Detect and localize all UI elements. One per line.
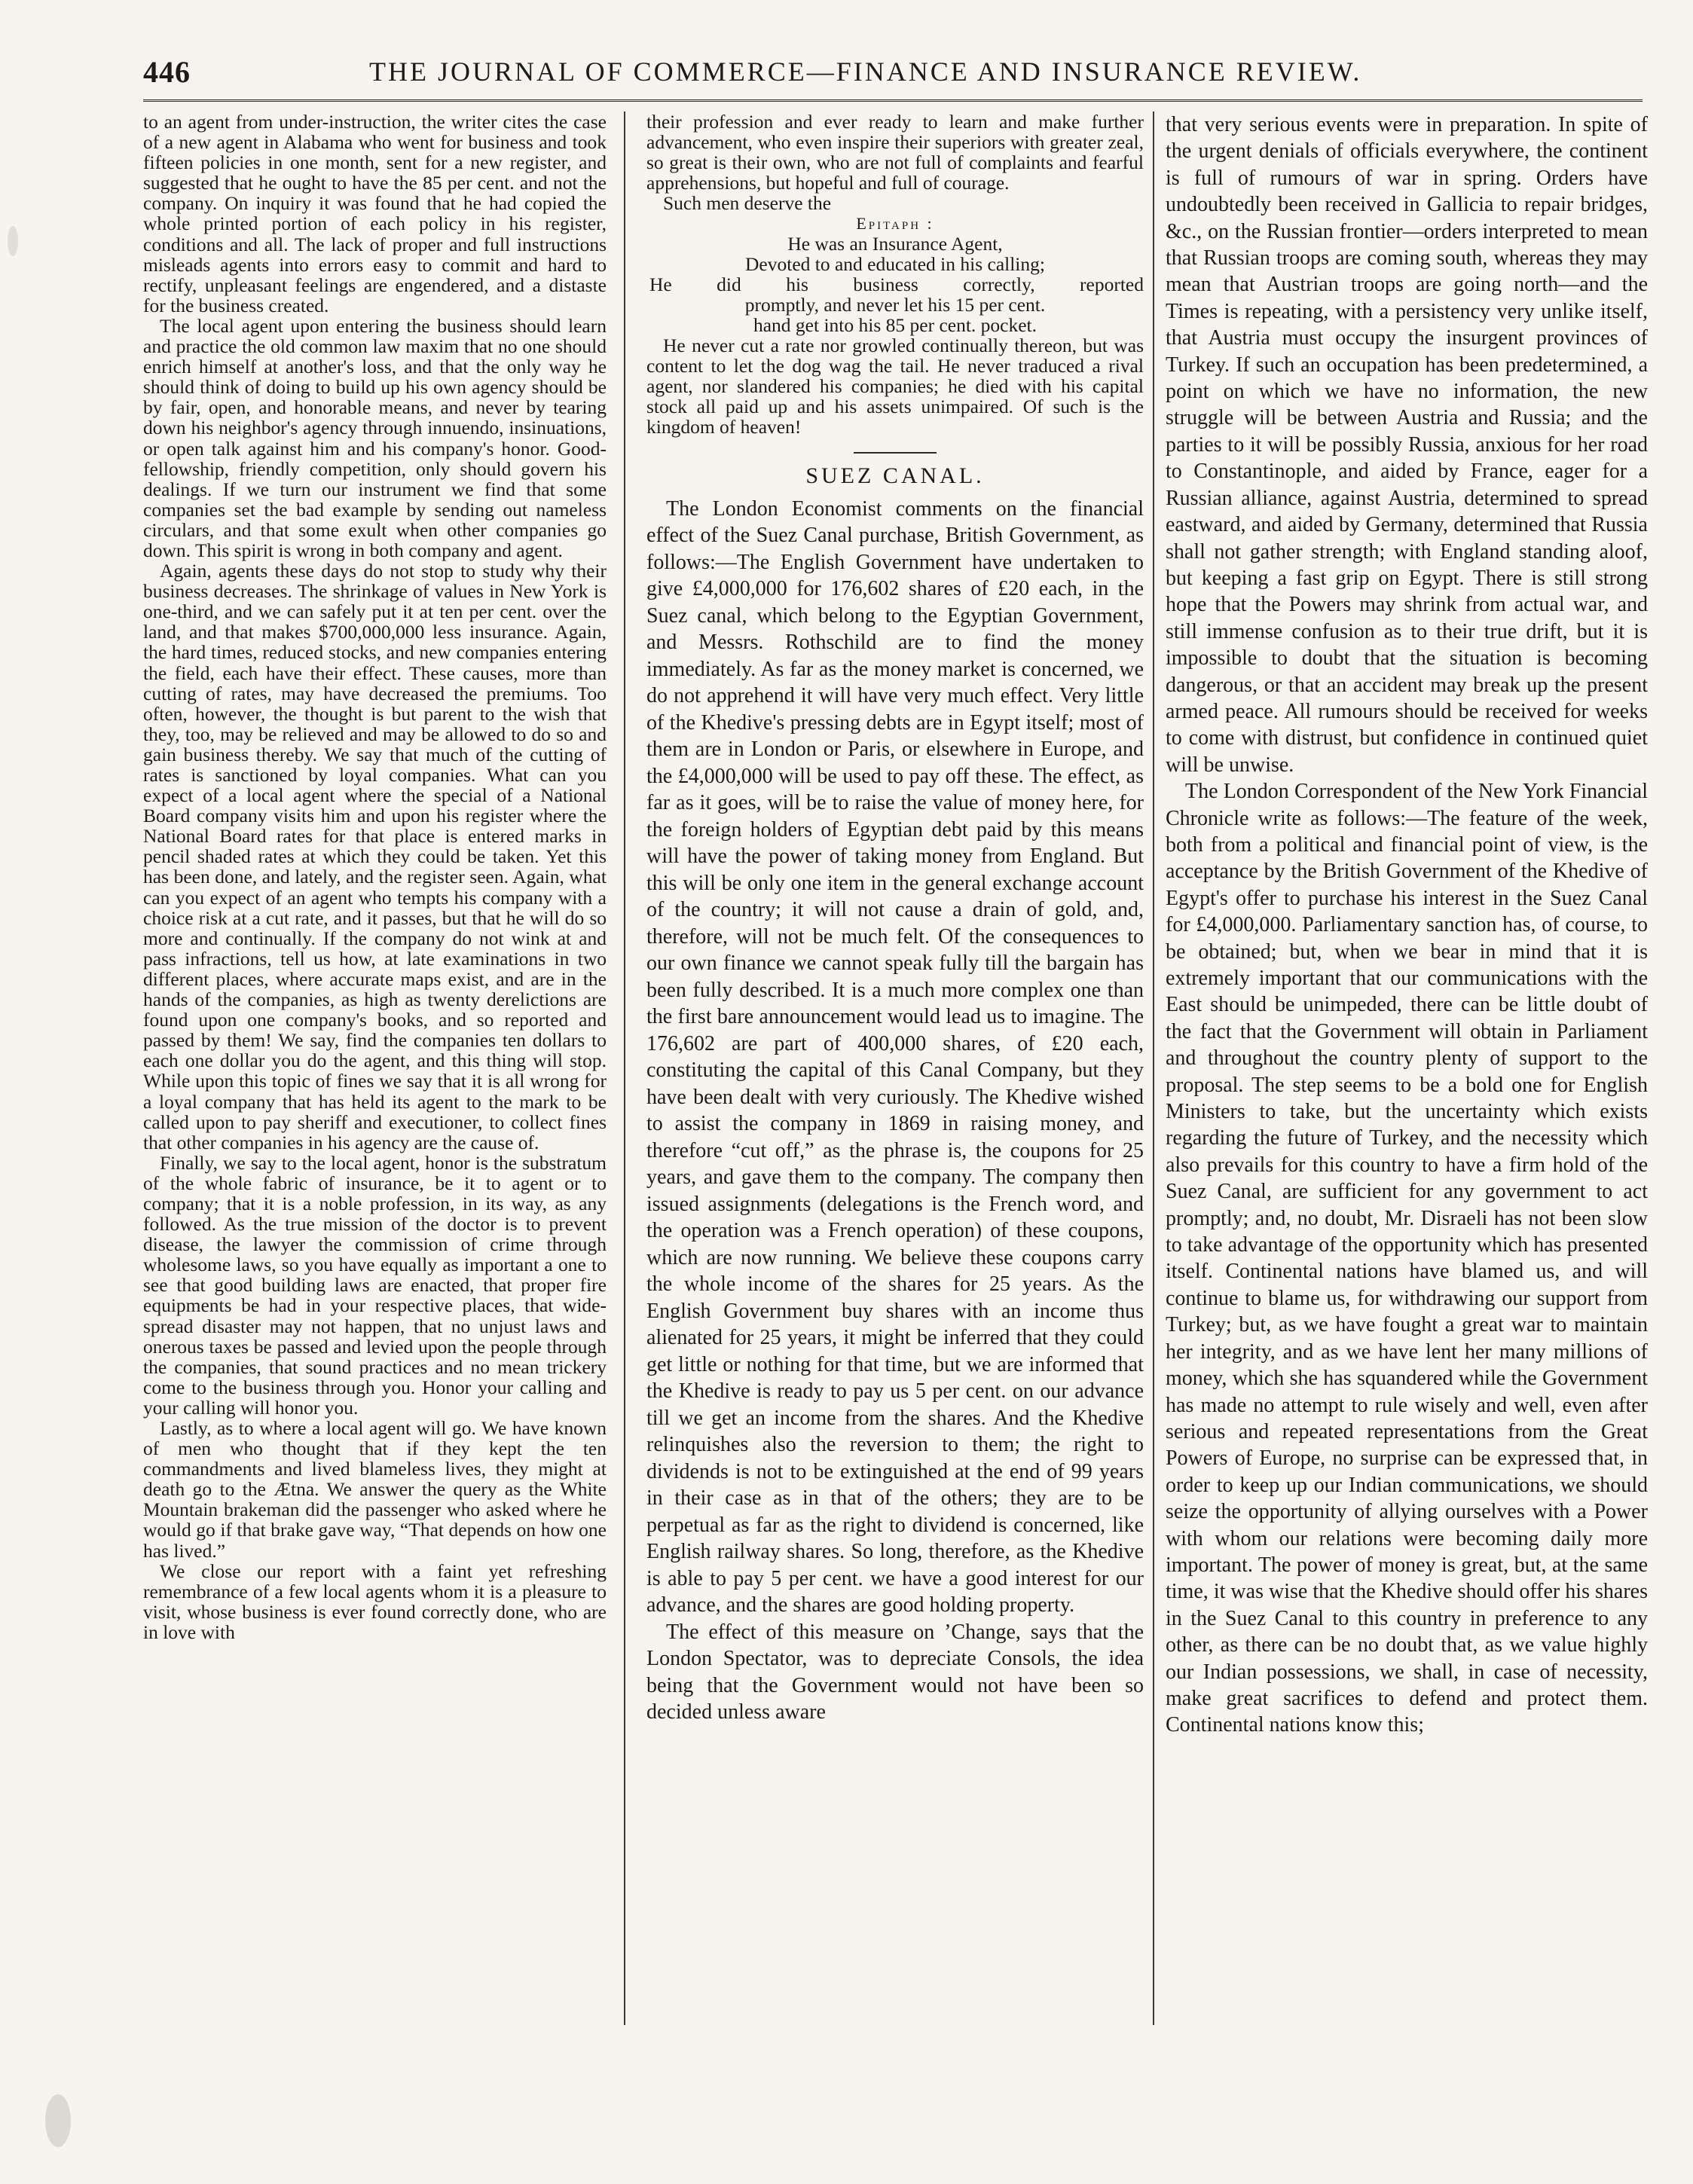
continued-article [646,111,1144,193]
verse-line: He did his business correctly, reported [649,273,1144,295]
column-divider [624,111,625,2025]
paragraph: The local agent upon entering the business should learn and practice the old common law maxim that no one should enrich himself at another's loss, and that the only way he should think of doing to build up his own agency should be by fair, open, and honorable means, and never by tearing down his neighbor's agency through innuendo, insinuations, or open talk against him and his company's honor. Good-fellowship, friendly competition, only should govern his dealings. If we turn our instrument we find that some companies set the bad example by sending out nameless circulars, and that some exult when other companies go down. This spirit is wrong in both company and agent. [143,314,607,561]
paper-speck [45,2094,71,2147]
paragraph: We close our report with a faint yet refreshing remembrance of a few local agents whom it is a pleasure to visit, whose business is ever found correctly done, who are in love with [143,1559,607,1643]
epitaph-close: He never cut a rate nor growled continually thereon, but was content to let the dog wag the tail. He never traduced a rival agent, nor slandered his companies; he died with his capital stock all paid up and his assets unimpaired. Of such is the kingdom of heaven! [646,334,1144,438]
page-number: 446 [143,55,191,89]
verse-line: hand get into his 85 per cent. pocket. [753,314,1037,336]
running-title: THE JOURNAL OF COMMERCE—FINANCE AND INSURANCE REVIEW. [369,57,1362,87]
paragraph: The London Economist comments on the financial effect of the Suez Canal purchase, British Government, as follows:—The English Government have undertaken to give £4,000,000 for 176,602 shares of £20 each, in the Suez canal, which belong to the Egyptian Government, and Messrs. Rothschild are to find the money immediately. As far as the money market is concerned, we do not apprehend it will have very much effect. Very little of the Khedive's pressing debts are in Egypt itself; most of them are in London or Paris, or elsewhere in Europe, and the £4,000,000 will be used to pay off these. The effect, as far as it goes, will be to raise the value of money here, for the foreign holders of Egyptian debt paid by this means will have the power of taking money from England. But this will be only one item in the general exchange account of the country; it will not cause a drain of gold, and, therefore, will not be much felt. Of the consequences to our own finance we cannot speak fully till the bargain has been fully described. It is a much more complex one than the first bare announcement would lead us to imagine. The 176,602 are part of 400,000 shares, of £20 each, constituting the capital of this Canal Company, but they have been dealt with very curiously. The Khedive wished to assist the company in 1869 in raising money, and therefore “cut off,” as the phrase is, the coupons for 25 years, and gave them to the company. The company then issued assignments (delegations is the French word, and the operation was a French operation) of these coupons, which are now running. We believe these coupons carry the whole income of the shares for 25 years. As the English Government buy shares with an income thus alienated for 25 years, it might be inferred that they could get little or nothing for that time, but we are informed that the Khedive is ready to pay us 5 per cent. on our advance till we get an income from the shares. And the Khedive relinquishes also the reversion to them; the right to dividends is not to be extinguished at the end of 99 years in their case as in that of the others; they are to be perpetual as far as the right to dividend is concerned, like English railway shares. So long, therefore, as the Khedive is able to pay 5 per cent. we have a good interest for our advance, and the shares are good holding property. [646,496,1144,1617]
paragraph: Lastly, as to where a local agent will go. We have known of men who thought that if they kept the ten commandments and lived blameless lives, they might at death go to the Ætna. We answer the query as the White Mountain brakeman did the passenger who asked where he would go if that brake gave way, “That depends on how one has lived.” [143,1417,607,1562]
epitaph-heading: Epitaph : [856,214,934,233]
paragraph: to an agent from under-instruction, the writer cites the case of a new agent in Alabama who went for business and took fifteen policies in one month, sent for a new register, and suggested that he ought to have the 85 per cent. and not the company. On inquiry it was found that he had copied the whole printed portion of each policy in his register, conditions and all. The lack of proper and full instructions misleads agents into errors easy to commit and hard to rectify, unpleasant feelings are engendered, and a distaste for the business created. [143,111,607,316]
column-2 [646,111,1144,2153]
column-3 [1166,111,1648,2153]
epitaph-verse [646,234,1144,335]
paragraph: The effect of this measure on ’Change, says that the London Spectator, was to depreciate Consols, the idea being that the Government would not have been so decided unless aware [646,1620,1144,1724]
verse-line: He was an Insurance Agent, [787,233,1003,255]
paragraph: Again, agents these days do not stop to study why their business decreases. The shrinkage of values in New York is one-third, and we can safely put it at ten per cent. over the land, and that makes $700,000,000 less insurance. Again, the hard times, reduced stocks, and new companies entering the field, each have their effect. These causes, more than cutting of rates, may have decreased the premiums. Too often, however, the thought is but parent to the wish that they, too, may be relieved and may be allowed to do so and gain business thereby. We say that much of the cutting of rates is sanctioned by loyal companies. What can you expect of a local agent where the special of a National Board company visits him and upon his register where the National Board rates for that place is entered marks in pencil shaded rates at which they could be taken. Yet this has been done, and lately, and the register seen. Again, what can you expect of an agent who tempts his company with a choice risk at a cut rate, and it passes, but that he will do so more and continually. If the company do not wink at and pass infractions, tell us how, at late examinations in two different places, where accurate maps exist, and are in the hands of the companies, as high as twenty derelictions are found upon one company's books, and so reported and passed by them! We say, find the companies ten dollars to each one dollar you do the agent, and this thing will stop. While upon this topic of fines we say that it is all wrong for a loyal company that has held its agent to the mark to be called upon to pay sheriff and executioner, to collect fines that other companies in his agency are the cause of. [143,560,607,1153]
verse-line: promptly, and never let his 15 per cent. [744,294,1046,316]
paragraph: that very serious events were in preparation. In spite of the urgent denials of officials everywhere, the continent is full of rumours of war in spring. Orders have undoubtedly been received in Gallicia to repair bridges, &c., on the Russian frontier—orders interpreted to mean that Russian troops are coming south, whereas they may mean that Austrian troops are going north—and the Times is repeating, with a persistency very unlike itself, that Austria must occupy the insurgent provinces of Turkey. If such an occupation has been predetermined, a point on which we have no information, the new struggle will be between Austria and Russia; and the parties to it will be possibly Russia, anxious for her road to Constantinople, and aided by France, eager for a Russian alliance, against Austria, determined to spread eastward, and aided by Germany, determined that Russia shall not gather strength; with England standing aloof, but keeping a fast grip on Egypt. There is still strong hope that the Powers may shrink from actual war, and still immense confusion as to their true drift, but it is impossible to doubt that the situation is becoming dangerous, or that an accident may break up the present armed peace. All rumours should be received for weeks to come with distrust, but confidence in continued quiet will be unwise. [1166,113,1648,777]
column-1 [143,111,607,2153]
paper-speck [8,226,18,256]
page-header [143,47,1643,102]
section-heading: SUEZ CANAL. [805,463,985,488]
column-divider [1153,111,1154,2025]
epitaph-intro: Such men deserve the [663,192,832,214]
verse-line: Devoted to and educated in his calling; [745,253,1045,275]
section-divider [854,452,937,454]
suez-article [646,496,1144,1726]
paragraph: Finally, we say to the local agent, honor is the substratum of the whole fabric of insurance, be it to agent or to company; that it is a noble profession, in its way, as any followed. As the true mission of the doctor is to prevent disease, the lawyer the commission of crime through wholesome laws, so you have equally as important a one to see that good building laws are enacted, that proper fire equipments be had in your respective places, that wide-spread disaster may not happen, that no unjust laws and onerous taxes be passed and levied upon the people through the companies, that sound practices and no mean trickery come to the business through you. Honor your calling and your calling will honor you. [143,1151,607,1419]
paragraph: their profession and ever ready to learn and make further advancement, who even inspire their superiors with greater zeal, so great is their own, who are not full of complaints and fearful apprehensions, but hopeful and full of courage. [646,111,1144,194]
paragraph: The London Correspondent of the New York Financial Chronicle write as follows:—The feature of the week, both from a political and financial point of view, is the acceptance by the British Government of the Khedive of Egypt's offer to purchase his interest in the Suez Canal for £4,000,000. Parliamentary sanction has, of course, to be obtained; but, when we bear in mind that it is extremely important that our communications with the East should be unimpeded, there can be little doubt of the fact that the Government will obtain in Parliament and throughout the country plenty of support to the proposal. The step seems to be a bold one for English Ministers to take, but the uncertainty which exists regarding the future of Turkey, and the necessity which also prevails for this country to have a firm hold of the Suez Canal, are sufficient for any government to act promptly; and, no doubt, Mr. Disraeli has not been slow to take advantage of the opportunity which has presented itself. Continental nations have blamed us, and will continue to blame us, for withdrawing our support from Turkey; but, as we have fought a great war to maintain her integrity, and as we have lent her many millions of money, which she has squandered while the Government has made no attempt to rule wisely and well, even after serious and repeated representations from the Great Powers of Europe, no surprise can be expressed that, in order to keep up our Indian communications, we should seize the opportunity of allying ourselves with a Power with whom our relations were becoming daily more important. The power of money is great, but, at the same time, it was wise that the Khedive should offer his shares in the Suez Canal to this country in preference to any other, as there can be no doubt that, as we value highly our Indian possessions, we shall, in case of necessity, make great sacrifices to defend and protect them. Continental nations know this; [1166,780,1648,1737]
